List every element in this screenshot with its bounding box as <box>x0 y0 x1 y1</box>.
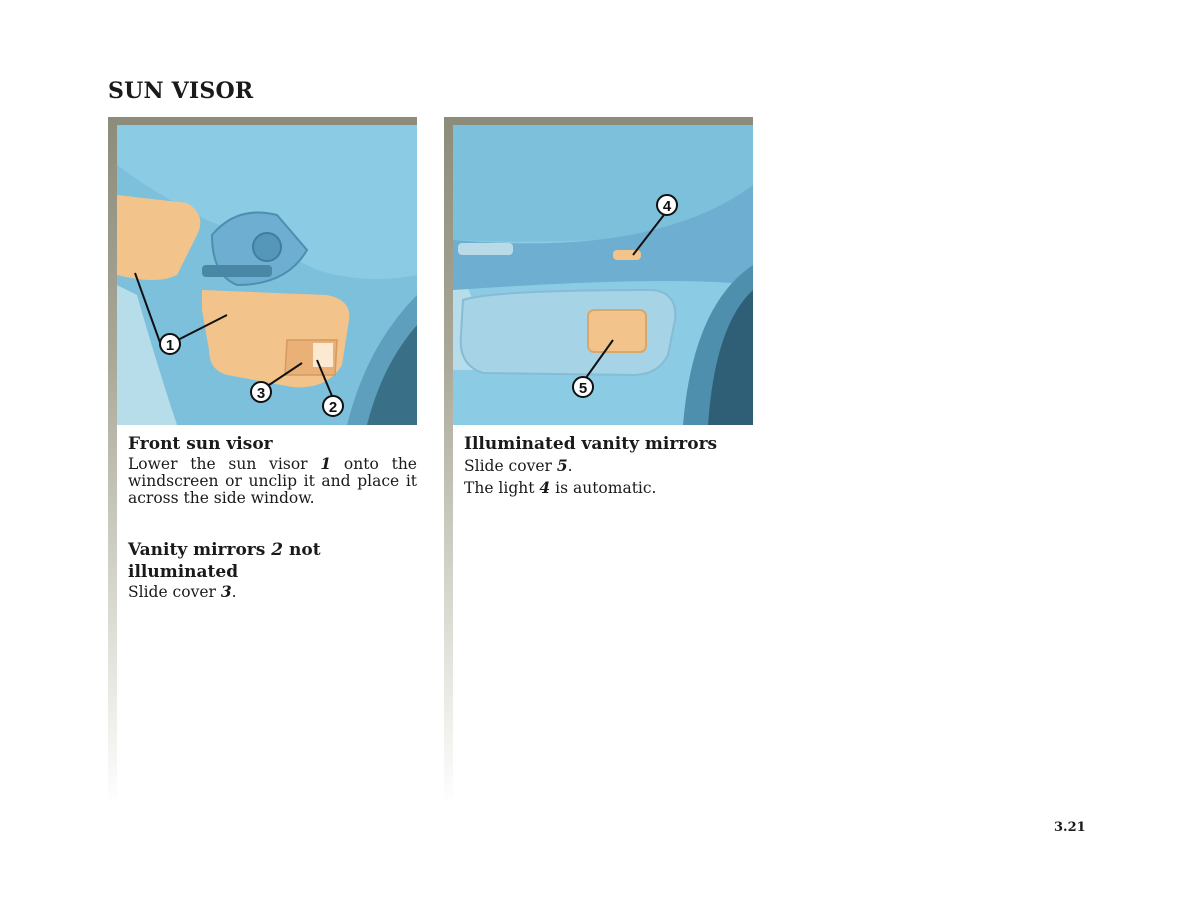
vanity-mirrors-text: Slide cover 3. <box>128 582 237 601</box>
illuminated-mirrors-section <box>464 433 764 499</box>
page-title: SUN VISOR <box>108 78 254 104</box>
vanity-mirrors-section <box>128 539 428 601</box>
callout-2: 2 <box>328 399 338 416</box>
callout-4: 4 <box>662 198 672 215</box>
front-sun-visor-section <box>128 433 417 507</box>
vanity-mirrors-heading: Vanity mirrors 2 not illuminated <box>128 540 321 582</box>
illuminated-mirrors-line2: The light 4 is automatic. <box>464 478 657 497</box>
illuminated-mirrors-heading: Illuminated vanity mirrors <box>464 434 718 454</box>
left-column-bar <box>108 117 117 807</box>
front-sun-visor-illustration <box>117 125 417 425</box>
page-number: 3.21 <box>1054 820 1086 835</box>
right-column-bar <box>444 117 453 807</box>
callout-5: 5 <box>578 380 588 397</box>
right-column-top-rule <box>444 117 753 125</box>
left-column-top-rule <box>108 117 417 125</box>
illuminated-vanity-mirror-illustration <box>453 125 753 425</box>
callout-3: 3 <box>256 385 266 402</box>
front-sun-visor-text: Lower the sun visor 1 onto the windscreen or unclip it and place it across the side window. <box>128 454 417 507</box>
callout-1: 1 <box>165 337 175 354</box>
front-sun-visor-heading: Front sun visor <box>128 434 273 454</box>
illuminated-mirrors-line1: Slide cover 5. <box>464 456 573 475</box>
